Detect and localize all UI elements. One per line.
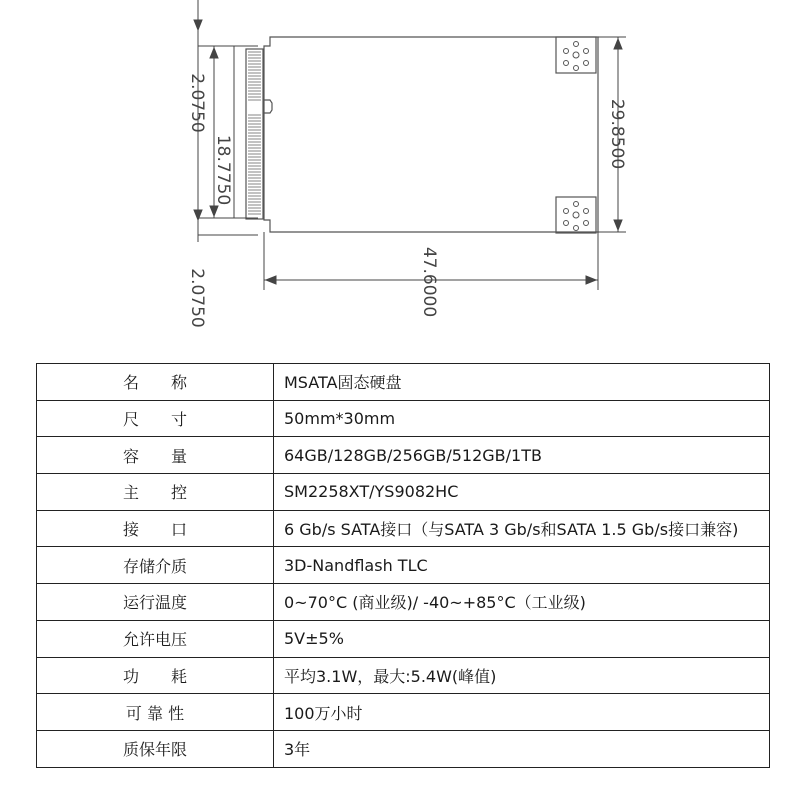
dim-length: 47.6000 [419, 246, 439, 318]
dim-width: 29.8500 [607, 98, 627, 170]
spec-value: 5V±5% [274, 620, 770, 657]
spec-row [37, 547, 770, 584]
spec-table [36, 363, 770, 768]
dim-connector-length: 18.7750 [213, 134, 233, 206]
pad-holes [564, 42, 589, 231]
spec-row [37, 694, 770, 731]
dim-left-bottom-offset: 2.0750 [187, 268, 207, 328]
spec-label: 名 称 [37, 364, 274, 401]
board-outline [264, 37, 598, 232]
spec-label: 运行温度 [37, 584, 274, 621]
spec-label: 主 控 [37, 474, 274, 511]
spec-row [37, 510, 770, 547]
spec-value: 平均3.1W，最大:5.4W(峰值) [274, 657, 770, 694]
spec-label: 接 口 [37, 510, 274, 547]
spec-value: 64GB/128GB/256GB/512GB/1TB [274, 437, 770, 474]
spec-row [37, 400, 770, 437]
spec-row [37, 437, 770, 474]
spec-label: 尺 寸 [37, 400, 274, 437]
spec-value: MSATA固态硬盘 [274, 364, 770, 401]
dim-left-top-offset: 2.0750 [187, 73, 207, 133]
connector-fingers [248, 52, 261, 214]
spec-label: 存储介质 [37, 547, 274, 584]
spec-row [37, 364, 770, 401]
spec-label: 质保年限 [37, 730, 274, 767]
spec-row [37, 474, 770, 511]
spec-label: 可 靠 性 [37, 694, 274, 731]
spec-row [37, 620, 770, 657]
connector [246, 49, 263, 219]
spec-label: 允许电压 [37, 620, 274, 657]
spec-value: SM2258XT/YS9082HC [274, 474, 770, 511]
spec-row [37, 584, 770, 621]
connector-notch [264, 100, 272, 113]
mounting-pad-bottom [556, 197, 596, 233]
spec-value: 100万小时 [274, 694, 770, 731]
spec-value: 50mm*30mm [274, 400, 770, 437]
spec-value: 3年 [274, 730, 770, 767]
spec-value: 3D-Nandflash TLC [274, 547, 770, 584]
spec-value: 6 Gb/s SATA接口（与SATA 3 Gb/s和SATA 1.5 Gb/s接口兼容) [274, 510, 770, 547]
spec-label: 功 耗 [37, 657, 274, 694]
msata-mechanical-drawing [0, 0, 800, 345]
spec-row [37, 730, 770, 767]
spec-label: 容 量 [37, 437, 274, 474]
mounting-pad-top [556, 37, 596, 73]
spec-row [37, 657, 770, 694]
spec-value: 0~70°C (商业级)/ -40~+85°C（工业级) [274, 584, 770, 621]
